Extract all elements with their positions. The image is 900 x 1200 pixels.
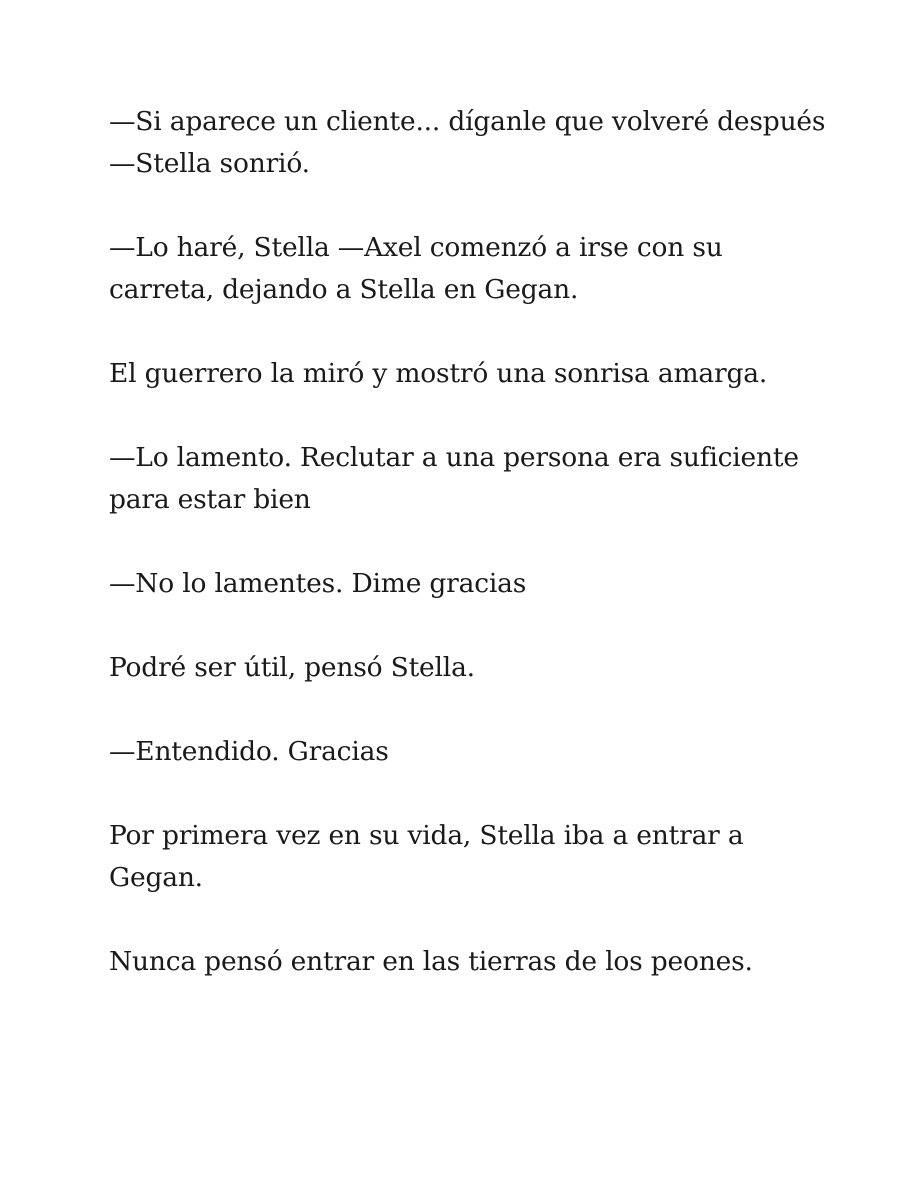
paragraph-5: —No lo lamentes. Dime gracias bbox=[109, 568, 527, 599]
paragraph-8: Por primera vez en su vida, Stella iba a entrar a Gegan. bbox=[109, 820, 744, 893]
paragraph-3: El guerrero la miró y mostró una sonrisa amarga. bbox=[109, 358, 768, 389]
document-page bbox=[109, 101, 829, 1025]
paragraph-9: Nunca pensó entrar en las tierras de los peones. bbox=[109, 946, 753, 977]
paragraph-4: —Lo lamento. Reclutar a una persona era suficiente para estar bien bbox=[109, 442, 799, 515]
paragraph-7: —Entendido. Gracias bbox=[109, 736, 389, 767]
paragraph-6: Podré ser útil, pensó Stella. bbox=[109, 652, 475, 683]
paragraph-2: —Lo haré, Stella —Axel comenzó a irse con su carreta, dejando a Stella en Gegan. bbox=[109, 232, 723, 305]
paragraph-1: —Si aparece un cliente... díganle que volveré después —Stella sonrió. bbox=[109, 106, 826, 179]
